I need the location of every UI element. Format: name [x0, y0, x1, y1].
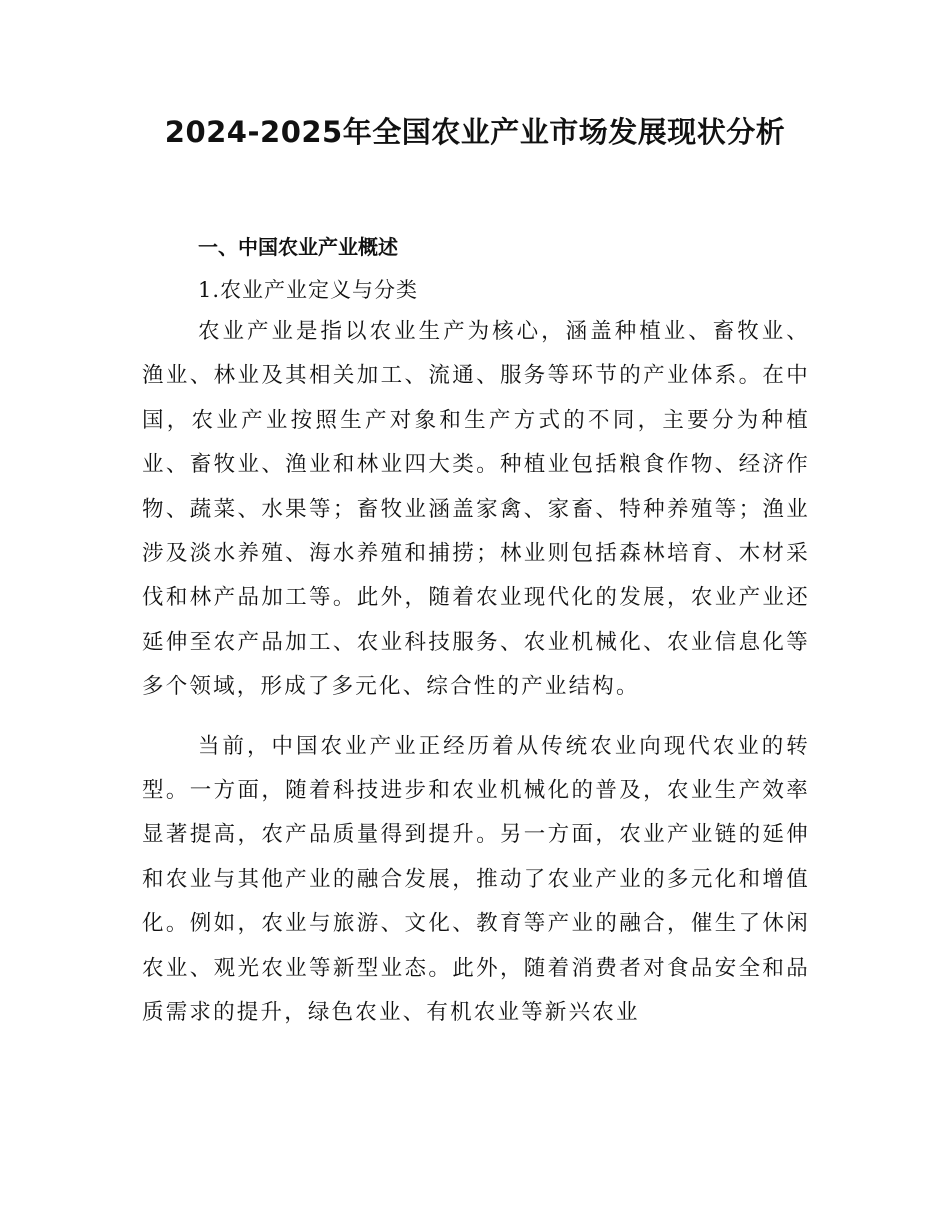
paragraph-current-status: 当前，中国农业产业正经历着从传统农业向现代农业的转型。一方面，随着科技进步和农业机械化的普及，农业生产效率显著提高，农产品质量得到提升。另一方面，农业产业链的延伸和农业与其他产业的融合发展，推动了农业产业的多元化和增值化。例如，农业与旅游、文化、教育等产业的融合，催生了休闲农业、观光农业等新型业态。此外，随着消费者对食品安全和品质需求的提升，绿色农业、有机农业等新兴农业	[142, 733, 810, 1026]
document-body	[142, 228, 810, 1036]
section-heading: 一、中国农业产业概述	[198, 235, 398, 259]
document-title: 2024-2025年全国农业产业市场发展现状分析	[164, 115, 786, 149]
paragraph-definition: 农业产业是指以农业生产为核心，涵盖种植业、畜牧业、渔业、林业及其相关加工、流通、服务等环节的产业体系。在中国，农业产业按照生产对象和生产方式的不同，主要分为种植业、畜牧业、渔业和林业四大类。种植业包括粮食作物、经济作物、蔬菜、水果等；畜牧业涵盖家禽、家畜、特种养殖等；渔业涉及淡水养殖、海水养殖和捕捞；林业则包括森林培育、木材采伐和林产品加工等。此外，随着农业现代化的发展，农业产业还延伸至农产品加工、农业科技服务、农业机械化、农业信息化等多个领域，形成了多元化、综合性的产业结构。	[142, 319, 810, 700]
sub-heading: 1.农业产业定义与分类	[198, 278, 419, 302]
